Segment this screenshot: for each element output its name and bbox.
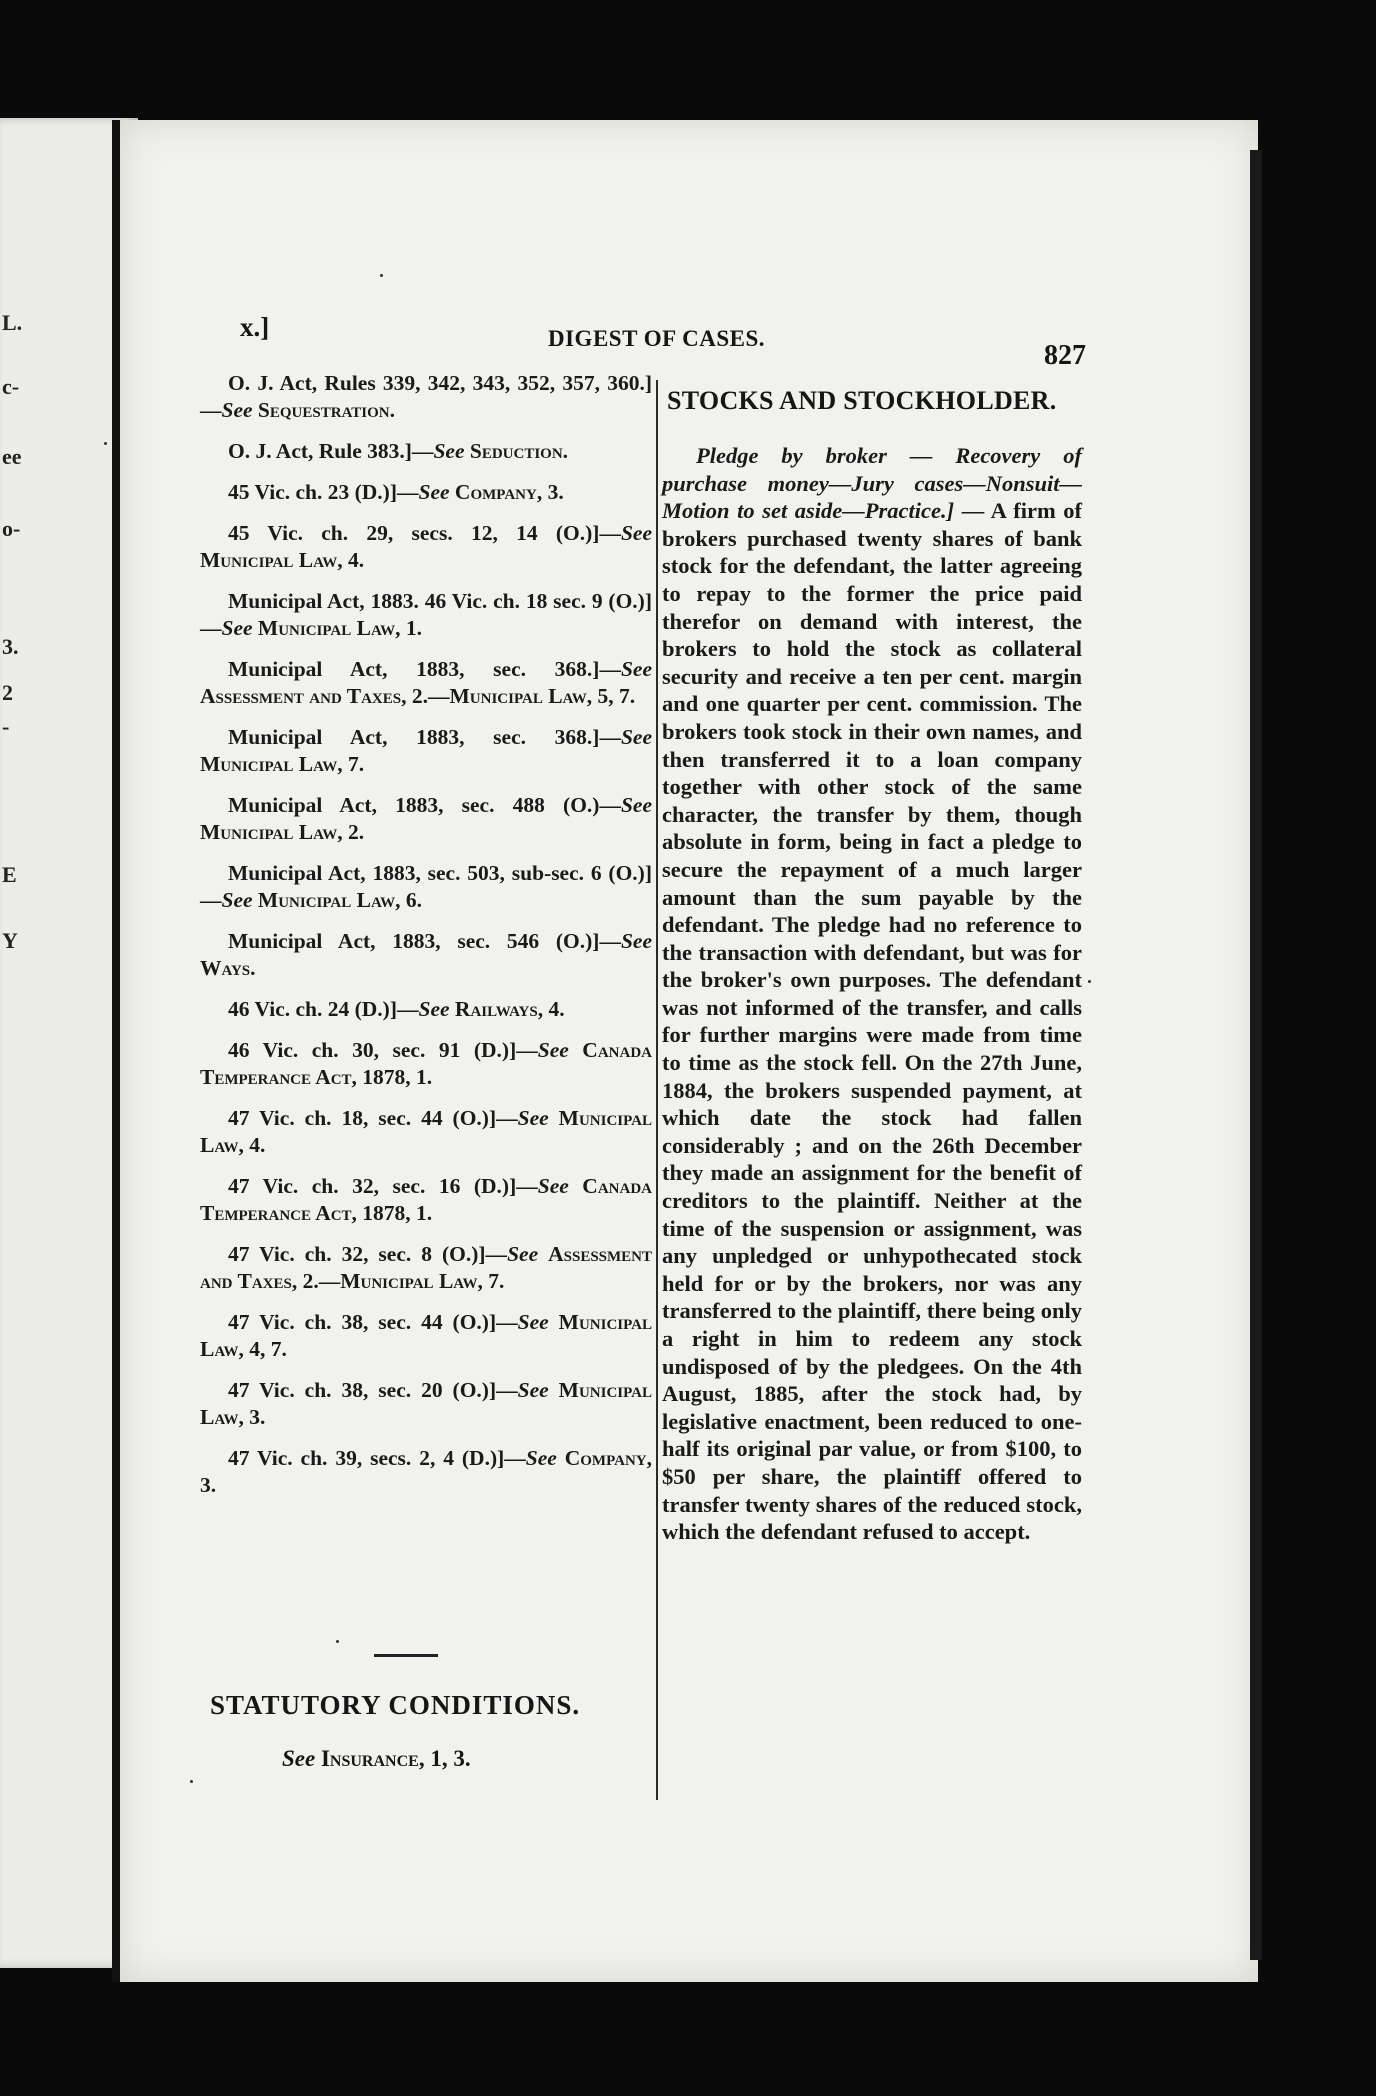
stocks-heading: STOCKS AND STOCKHOLDER.	[667, 386, 1057, 415]
index-entry: O. J. Act, Rule 383.]—See Seduction.	[228, 439, 569, 463]
scan-speck	[104, 442, 107, 445]
scan-speck	[380, 274, 383, 277]
statutory-conditions-heading: STATUTORY CONDITIONS.	[210, 1690, 581, 1720]
index-entry: 47 Vic. ch. 39, secs. 2, 4 (D.)]—See Company, 3.	[200, 1446, 652, 1497]
index-entry: 45 Vic. ch. 23 (D.)]—See Company, 3.	[228, 480, 564, 504]
margin-char: E	[2, 862, 17, 887]
margin-char: c-	[2, 374, 20, 399]
index-entry: O. J. Act, Rules 339, 342, 343, 352, 357, 360.]—See Sequestration.	[200, 371, 652, 422]
scan-speck	[190, 1780, 193, 1783]
index-entry: 46 Vic. ch. 24 (D.)]—See Railways, 4.	[228, 997, 565, 1021]
margin-char: ee	[2, 444, 22, 469]
index-entry: Municipal Act, 1883. 46 Vic. ch. 18 sec. 9 (O.)]—See Municipal Law, 1.	[200, 589, 652, 640]
column-divider-rule	[656, 380, 658, 1800]
case-body: — A firm of brokers purchased twenty shares of bank stock for the defendant, the latter agreeing to repay to the former the price paid therefor on demand with interest, the brokers to hold the stock as collateral security and receive a ten per cent. margin and one quarter per cent. commission. The brokers took stock in their own names, and then transferred it to a loan company together with other stock of the same character, the transfer by them, though absolute in form, being in fact a pledge to secure the repayment of a much larger amount than the sum payable by the defendant. The pledge had no reference to the transaction with defendant, but was for the broker's own purposes. The defendant was not informed of the transfer, and calls for further margins were made from time to time as the stock fell. On the 27th June, 1884, the brokers suspended payment, at which date the stock had fallen considerably ; and on the 26th December they made an assignment for the benefit of creditors to the plaintiff. Neither at the time of the suspension or assignment, was any unpledged or unhypothecated stock held for or by the brokers, nor was any transferred to the plaintiff, there being only a right in him to redeem any stock undisposed of by the pledgees. On the 4th August, 1885, after the stock had, by legislative enactment, been reduced to one-half its original par value, or from $100, to $50 per share, the plaintiff offered to transfer twenty shares of the reduced stock, which the defendant refused to accept.	[662, 498, 1083, 1545]
case-paragraph	[662, 442, 1082, 1546]
margin-char: -	[2, 714, 10, 739]
index-entry: 47 Vic. ch. 38, sec. 44 (O.)]—See Municipal Law, 4, 7.	[200, 1310, 653, 1361]
margin-char: 2	[2, 680, 13, 705]
running-header-title: DIGEST OF CASES.	[548, 326, 765, 351]
facing-page-margin-text	[0, 118, 30, 1968]
case-catchwords: Pledge by broker — Recovery of purchase money—Jury cases—Nonsuit—Motion to set aside—Practice.]	[662, 443, 1082, 524]
scan-speck	[1088, 980, 1091, 983]
margin-char: o-	[2, 516, 21, 541]
scan-speck	[336, 1640, 339, 1643]
right-column-case	[662, 442, 1082, 1546]
page-edge-shadow	[1250, 150, 1262, 1960]
left-column-index	[200, 370, 652, 1513]
margin-char: 3.	[2, 634, 19, 659]
index-entry: 46 Vic. ch. 30, sec. 91 (D.)]—See Canada Temperance Act, 1878, 1.	[200, 1038, 652, 1089]
section-divider	[374, 1654, 438, 1657]
index-entry: Municipal Act, 1883, sec. 368.]—See Municipal Law, 7.	[200, 725, 652, 776]
index-entry: 47 Vic. ch. 32, sec. 16 (D.)]—See Canada Temperance Act, 1878, 1.	[200, 1174, 652, 1225]
index-entry: 47 Vic. ch. 32, sec. 8 (O.)]—See Assessment and Taxes, 2.—Municipal Law, 7.	[200, 1242, 653, 1293]
index-entry: 47 Vic. ch. 18, sec. 44 (O.)]—See Municipal Law, 4.	[200, 1106, 653, 1157]
index-entry: Municipal Act, 1883, sec. 368.]—See Assessment and Taxes, 2.—Municipal Law, 5, 7.	[200, 657, 652, 708]
margin-char: Y	[2, 928, 18, 953]
index-entry: Municipal Act, 1883, sec. 503, sub-sec. 6 (O.)]—See Municipal Law, 6.	[200, 861, 652, 912]
index-entry: 47 Vic. ch. 38, sec. 20 (O.)]—See Municipal Law, 3.	[200, 1378, 653, 1429]
index-entry: Municipal Act, 1883, sec. 488 (O.)—See Municipal Law, 2.	[200, 793, 652, 844]
index-entry: Municipal Act, 1883, sec. 546 (O.)]—See Ways.	[200, 929, 652, 980]
statutory-cross-reference: See Insurance, 1, 3.	[282, 1746, 471, 1771]
margin-char: L.	[2, 310, 23, 335]
page-number: 827	[1044, 340, 1086, 371]
header-section-mark: x.]	[240, 312, 270, 342]
index-entry: 45 Vic. ch. 29, secs. 12, 14 (O.)]—See Municipal Law, 4.	[200, 521, 652, 572]
